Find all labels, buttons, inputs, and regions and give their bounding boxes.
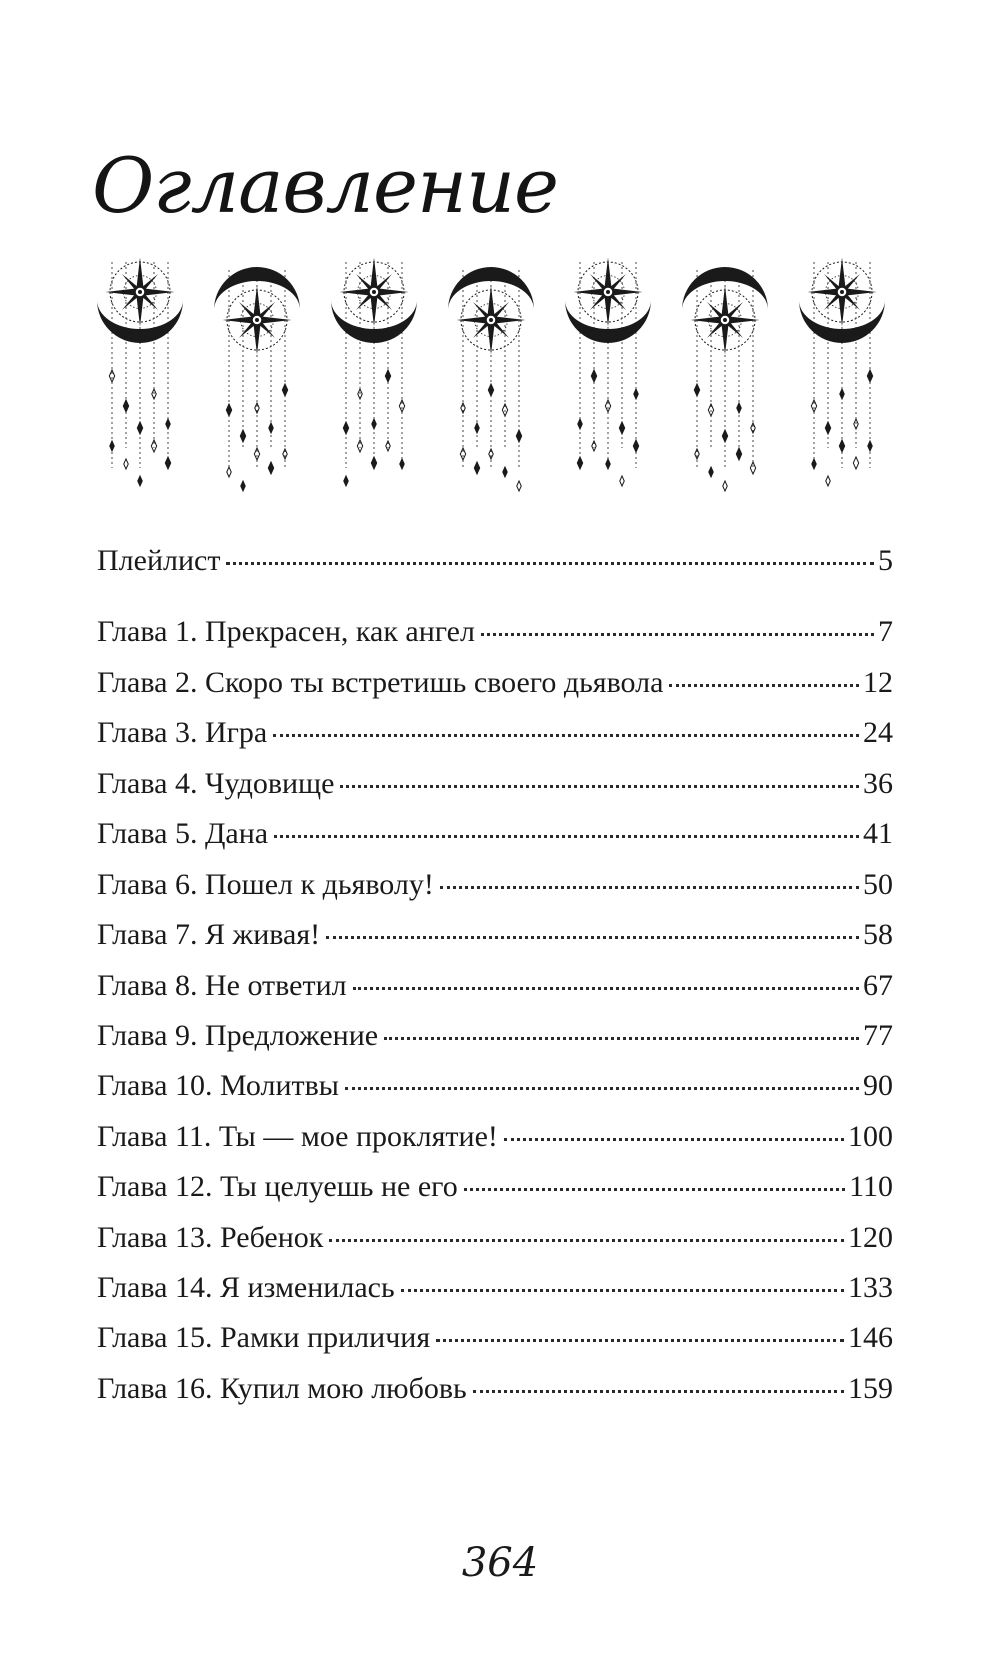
toc-entry[interactable] bbox=[97, 1220, 893, 1256]
dot-leader bbox=[274, 835, 859, 838]
toc-entry-label: Глава 8. Не ответил bbox=[97, 969, 347, 1002]
toc-entry[interactable] bbox=[97, 665, 893, 701]
toc-entry-page-number: 77 bbox=[863, 1019, 893, 1052]
toc-entry[interactable] bbox=[97, 816, 893, 852]
toc-entry-label: Глава 15. Рамки приличия bbox=[97, 1321, 431, 1354]
toc-entry-label: Глава 9. Предложение bbox=[97, 1019, 379, 1052]
toc-entry-label: Глава 12. Ты целуешь не его bbox=[97, 1170, 458, 1203]
toc-entry[interactable] bbox=[97, 867, 893, 903]
dot-leader bbox=[464, 1188, 845, 1191]
toc-entry[interactable] bbox=[97, 715, 893, 751]
toc-entry-label: Глава 16. Купил мою любовь bbox=[97, 1372, 467, 1405]
dot-leader bbox=[353, 987, 859, 990]
page-number: 364 bbox=[461, 1540, 539, 1586]
dot-leader bbox=[669, 684, 859, 687]
toc-entry-label: Глава 14. Я изменилась bbox=[97, 1271, 395, 1304]
toc-entry[interactable] bbox=[97, 1270, 893, 1306]
dot-leader bbox=[481, 633, 874, 636]
dot-leader bbox=[226, 562, 874, 565]
toc-entry-label: Глава 7. Я живая! bbox=[97, 918, 321, 951]
toc-entry-label: Глава 1. Прекрасен, как ангел bbox=[97, 615, 475, 648]
toc-entry[interactable] bbox=[97, 1119, 893, 1155]
toc-entry-label: Глава 4. Чудовище bbox=[97, 767, 335, 800]
toc-entry[interactable] bbox=[97, 1018, 893, 1054]
crescent-moon-compass-icon bbox=[97, 258, 183, 486]
toc-entry-page-number: 58 bbox=[863, 918, 893, 951]
toc-entry-page-number: 67 bbox=[863, 969, 893, 1002]
toc-entry[interactable] bbox=[97, 1169, 893, 1205]
dot-leader bbox=[473, 1390, 844, 1393]
toc-entry-page-number: 12 bbox=[863, 666, 893, 699]
toc-entry[interactable] bbox=[97, 1320, 893, 1356]
dot-leader bbox=[504, 1138, 844, 1141]
toc-entry-label: Плейлист bbox=[97, 544, 221, 577]
toc-entry-label: Глава 6. Пошел к дьяволу! bbox=[97, 868, 434, 901]
toc-entry-page-number: 159 bbox=[848, 1372, 893, 1405]
toc-entry-page-number: 120 bbox=[848, 1221, 893, 1254]
crescent-moon-compass-icon bbox=[682, 267, 768, 491]
toc-entry[interactable] bbox=[97, 614, 893, 650]
toc-entry[interactable] bbox=[97, 917, 893, 953]
crescent-moon-compass-icon bbox=[565, 258, 651, 486]
toc-entry[interactable] bbox=[97, 1371, 893, 1407]
toc-entry-page-number: 133 bbox=[848, 1271, 893, 1304]
toc-entry-label: Глава 5. Дана bbox=[97, 817, 269, 850]
toc-entry-page-number: 50 bbox=[863, 868, 893, 901]
toc-entry[interactable] bbox=[97, 766, 893, 802]
toc-entry-page-number: 100 bbox=[848, 1120, 893, 1153]
dot-leader bbox=[273, 734, 859, 737]
crescent-moon-compass-icon bbox=[331, 258, 417, 486]
toc-entry-page-number: 90 bbox=[863, 1069, 893, 1102]
toc-entry-label: Глава 10. Молитвы bbox=[97, 1069, 339, 1102]
dot-leader bbox=[440, 886, 859, 889]
crescent-moon-compass-icon bbox=[214, 267, 300, 491]
crescent-moon-compass-icon bbox=[448, 267, 534, 491]
dot-leader bbox=[401, 1289, 844, 1292]
toc-entry-page-number: 24 bbox=[863, 716, 893, 749]
toc-entry[interactable] bbox=[97, 1068, 893, 1104]
toc-entry-page-number: 110 bbox=[849, 1170, 893, 1203]
dot-leader bbox=[326, 936, 859, 939]
dot-leader bbox=[340, 785, 859, 788]
toc-entry[interactable] bbox=[97, 968, 893, 1004]
dot-leader bbox=[436, 1339, 844, 1342]
crescent-moon-compass-icon bbox=[799, 258, 885, 486]
toc-entry-label: Глава 2. Скоро ты встретишь своего дьявола bbox=[97, 666, 664, 699]
toc-entry-page-number: 7 bbox=[878, 615, 893, 648]
page-title: Оглавление bbox=[92, 141, 559, 230]
dot-leader bbox=[345, 1087, 859, 1090]
crescent-moon-ornament-row bbox=[88, 258, 908, 518]
dot-leader bbox=[384, 1037, 859, 1040]
toc-entry[interactable] bbox=[97, 543, 893, 579]
toc-entry-label: Глава 13. Ребенок bbox=[97, 1221, 324, 1254]
toc-entry-page-number: 36 bbox=[863, 767, 893, 800]
dot-leader bbox=[329, 1239, 844, 1242]
toc-entry-page-number: 41 bbox=[863, 817, 893, 850]
toc-entry-label: Глава 3. Игра bbox=[97, 716, 268, 749]
toc-entry-page-number: 146 bbox=[848, 1321, 893, 1354]
toc-entry-page-number: 5 bbox=[878, 544, 893, 577]
toc-entry-label: Глава 11. Ты — мое проклятие! bbox=[97, 1120, 498, 1153]
